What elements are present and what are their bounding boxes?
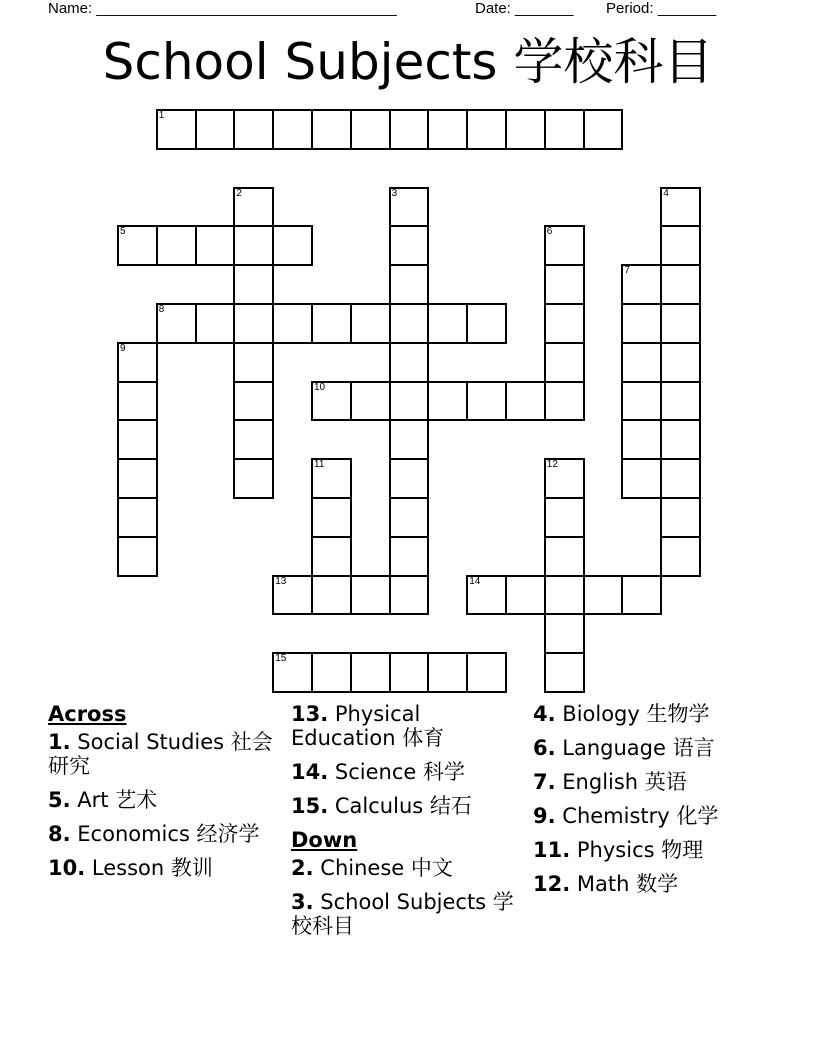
clue-number: 14. (291, 760, 329, 784)
across-heading: Across (48, 702, 127, 726)
crossword-cell[interactable] (621, 342, 662, 383)
clue-number-label: 5 (120, 226, 126, 238)
clue-number-label: 6 (546, 226, 553, 238)
crossword-cell[interactable] (311, 575, 352, 616)
clue-text: Lesson 教训 (91, 856, 213, 880)
crossword-cell[interactable] (389, 381, 430, 422)
clue-down-11 (533, 838, 768, 862)
clue-number-label: 15 (275, 653, 287, 665)
crossword-cell[interactable] (350, 303, 391, 344)
crossword-cell[interactable] (621, 575, 662, 616)
crossword-cell[interactable] (660, 225, 701, 266)
crossword-cell[interactable] (466, 652, 507, 693)
crossword-cell[interactable] (272, 303, 313, 344)
crossword-cell[interactable] (621, 303, 662, 344)
crossword-cell[interactable] (233, 187, 274, 228)
crossword-cell[interactable] (233, 342, 274, 383)
crossword-cell[interactable] (660, 342, 701, 383)
crossword-cell[interactable] (389, 303, 430, 344)
crossword-cell[interactable] (660, 381, 701, 422)
crossword-cell[interactable] (544, 264, 585, 305)
crossword-cell[interactable] (427, 652, 468, 693)
clue-text: Biology 生物学 (562, 702, 710, 726)
crossword-cell[interactable] (272, 109, 313, 150)
clue-down-12 (533, 872, 768, 896)
clue-number: 1. (48, 730, 71, 754)
crossword-cell[interactable] (272, 225, 313, 266)
clues-column-1 (48, 702, 273, 890)
crossword-cell[interactable] (544, 303, 585, 344)
crossword-cell[interactable] (660, 419, 701, 460)
clue-number: 12. (533, 872, 571, 896)
crossword-cell[interactable] (660, 303, 701, 344)
clue-number-label: 12 (546, 459, 558, 471)
period-field-label: Period: _______ (606, 0, 717, 17)
crossword-cell[interactable] (117, 342, 158, 383)
crossword-cell[interactable] (195, 109, 236, 150)
crossword-cell[interactable] (660, 536, 701, 577)
crossword-cell[interactable] (350, 381, 391, 422)
crossword-cell[interactable] (233, 381, 274, 422)
crossword-cell[interactable] (660, 458, 701, 499)
clues-column-3 (533, 702, 768, 906)
crossword-cell[interactable] (583, 109, 624, 150)
crossword-cell[interactable] (505, 575, 546, 616)
crossword-cell[interactable] (544, 536, 585, 577)
clue-number-label: 4 (663, 187, 669, 199)
crossword-cell[interactable] (350, 652, 391, 693)
crossword-cell[interactable] (311, 458, 352, 499)
crossword-cell[interactable] (233, 303, 274, 344)
crossword-cell[interactable] (311, 303, 352, 344)
clue-down-6 (533, 736, 768, 760)
name-field-label: Name: ____________________________________ (48, 0, 397, 17)
clue-across-13 (291, 702, 521, 750)
crossword-cell[interactable] (466, 381, 507, 422)
crossword-cell[interactable] (311, 652, 352, 693)
crossword-cell[interactable] (117, 225, 158, 266)
clue-number: 5. (48, 788, 71, 812)
clue-number: 4. (533, 702, 556, 726)
clue-down-7 (533, 770, 768, 794)
clue-text: Language 语言 (562, 736, 715, 760)
clue-number-label: 8 (158, 304, 165, 315)
clue-across-10 (48, 856, 273, 880)
clue-down-2 (291, 856, 521, 880)
clue-text: Art 艺术 (77, 788, 158, 812)
crossword-cell[interactable] (544, 225, 585, 266)
crossword-cell[interactable] (350, 109, 391, 150)
crossword-cell[interactable] (544, 613, 585, 654)
clue-number: 10. (48, 856, 86, 880)
crossword-cell[interactable] (544, 109, 585, 150)
crossword-cell[interactable] (427, 381, 468, 422)
clue-number-label: 11 (314, 459, 325, 471)
clue-text: Social Studies 社会研究 (48, 730, 273, 778)
crossword-cell[interactable] (621, 264, 662, 305)
crossword-cell[interactable] (544, 497, 585, 538)
clue-text: Physics 物理 (576, 838, 704, 862)
crossword-cell[interactable] (544, 458, 585, 499)
crossword-cell[interactable] (505, 381, 546, 422)
crossword-cell[interactable] (389, 458, 430, 499)
crossword-cell[interactable] (117, 381, 158, 422)
crossword-cell[interactable] (544, 342, 585, 383)
page-title: School Subjects 学校科目 (102, 33, 714, 91)
clue-down-9 (533, 804, 768, 828)
crossword-cell[interactable] (660, 497, 701, 538)
clue-number: 2. (291, 856, 314, 880)
clue-number-label: 13 (275, 575, 287, 587)
crossword-cell[interactable] (389, 652, 430, 693)
crossword-cell[interactable] (389, 225, 430, 266)
clue-down-3 (291, 890, 521, 938)
clue-number-label: 2 (236, 187, 242, 199)
clue-number-label: 10 (314, 381, 326, 393)
clue-text: Chemistry 化学 (562, 804, 719, 828)
crossword-cell[interactable] (466, 303, 507, 344)
clue-number-label: 1 (158, 110, 165, 121)
crossword-cell[interactable] (505, 109, 546, 150)
clue-number-label: 7 (624, 265, 630, 277)
crossword-cell[interactable] (660, 264, 701, 305)
crossword-cell[interactable] (311, 536, 352, 577)
crossword-cell[interactable] (233, 419, 274, 460)
crossword-cell[interactable] (389, 187, 430, 228)
crossword-cell[interactable] (583, 575, 624, 616)
clue-across-14 (291, 760, 521, 784)
crossword-cell[interactable] (195, 303, 236, 344)
clues-column-2 (291, 702, 521, 948)
crossword-cell[interactable] (311, 381, 352, 422)
crossword-cell[interactable] (544, 381, 585, 422)
clue-number: 15. (291, 794, 329, 818)
crossword-cell[interactable] (389, 419, 430, 460)
crossword-cell[interactable] (427, 303, 468, 344)
crossword-cell[interactable] (389, 109, 430, 150)
clue-text: Math 数学 (576, 872, 679, 896)
crossword-cell[interactable] (389, 536, 430, 577)
crossword-cell[interactable] (621, 458, 662, 499)
crossword-cell[interactable] (621, 419, 662, 460)
crossword-cell[interactable] (544, 652, 585, 693)
crossword-cell[interactable] (311, 109, 352, 150)
crossword-cell[interactable] (466, 575, 507, 616)
crossword-cell[interactable] (272, 575, 313, 616)
clue-text: Chinese 中文 (320, 856, 453, 880)
crossword-cell[interactable] (156, 225, 197, 266)
clue-number: 3. (291, 890, 314, 914)
clue-down-4 (533, 702, 768, 726)
clue-number-label: 9 (120, 342, 126, 354)
crossword-cell[interactable] (427, 109, 468, 150)
crossword-cell[interactable] (660, 187, 701, 228)
clue-number-label: 14 (469, 575, 481, 587)
clue-across-1 (48, 730, 273, 778)
crossword-cell[interactable] (156, 303, 197, 344)
date-field-label: Date: _______ (475, 0, 574, 17)
crossword-cell[interactable] (117, 536, 158, 577)
crossword-cell[interactable] (117, 497, 158, 538)
crossword-cell[interactable] (233, 264, 274, 305)
clue-number: 13. (291, 702, 329, 726)
crossword-cell[interactable] (233, 109, 274, 150)
clue-number: 8. (48, 822, 71, 846)
down-heading: Down (291, 828, 358, 852)
crossword-cell[interactable] (466, 109, 507, 150)
clue-across-8 (48, 822, 273, 846)
crossword-cell[interactable] (621, 381, 662, 422)
clue-across-15 (291, 794, 521, 818)
clue-number: 6. (533, 736, 556, 760)
clue-text: Economics 经济学 (77, 822, 260, 846)
clue-text: School Subjects 学校科目 (291, 890, 514, 938)
crossword-cell[interactable] (156, 109, 197, 150)
clue-text: English 英语 (562, 770, 687, 794)
crossword-cell[interactable] (195, 225, 236, 266)
crossword-cell[interactable] (389, 342, 430, 383)
crossword-cell[interactable] (350, 575, 391, 616)
crossword-cell[interactable] (233, 225, 274, 266)
crossword-cell[interactable] (311, 497, 352, 538)
clue-text: Calculus 结石 (334, 794, 472, 818)
crossword-cell[interactable] (544, 575, 585, 616)
clue-text: Physical Education 体育 (291, 702, 445, 750)
clue-text: Science 科学 (334, 760, 465, 784)
crossword-cell[interactable] (272, 652, 313, 693)
clue-number: 7. (533, 770, 556, 794)
clue-across-5 (48, 788, 273, 812)
crossword-cell[interactable] (117, 419, 158, 460)
clue-number: 11. (533, 838, 571, 862)
crossword-cell[interactable] (117, 458, 158, 499)
clue-number-label: 3 (391, 187, 398, 199)
crossword-cell[interactable] (233, 458, 274, 499)
crossword-cell[interactable] (389, 264, 430, 305)
clue-number: 9. (533, 804, 556, 828)
crossword-cell[interactable] (389, 575, 430, 616)
crossword-cell[interactable] (389, 497, 430, 538)
